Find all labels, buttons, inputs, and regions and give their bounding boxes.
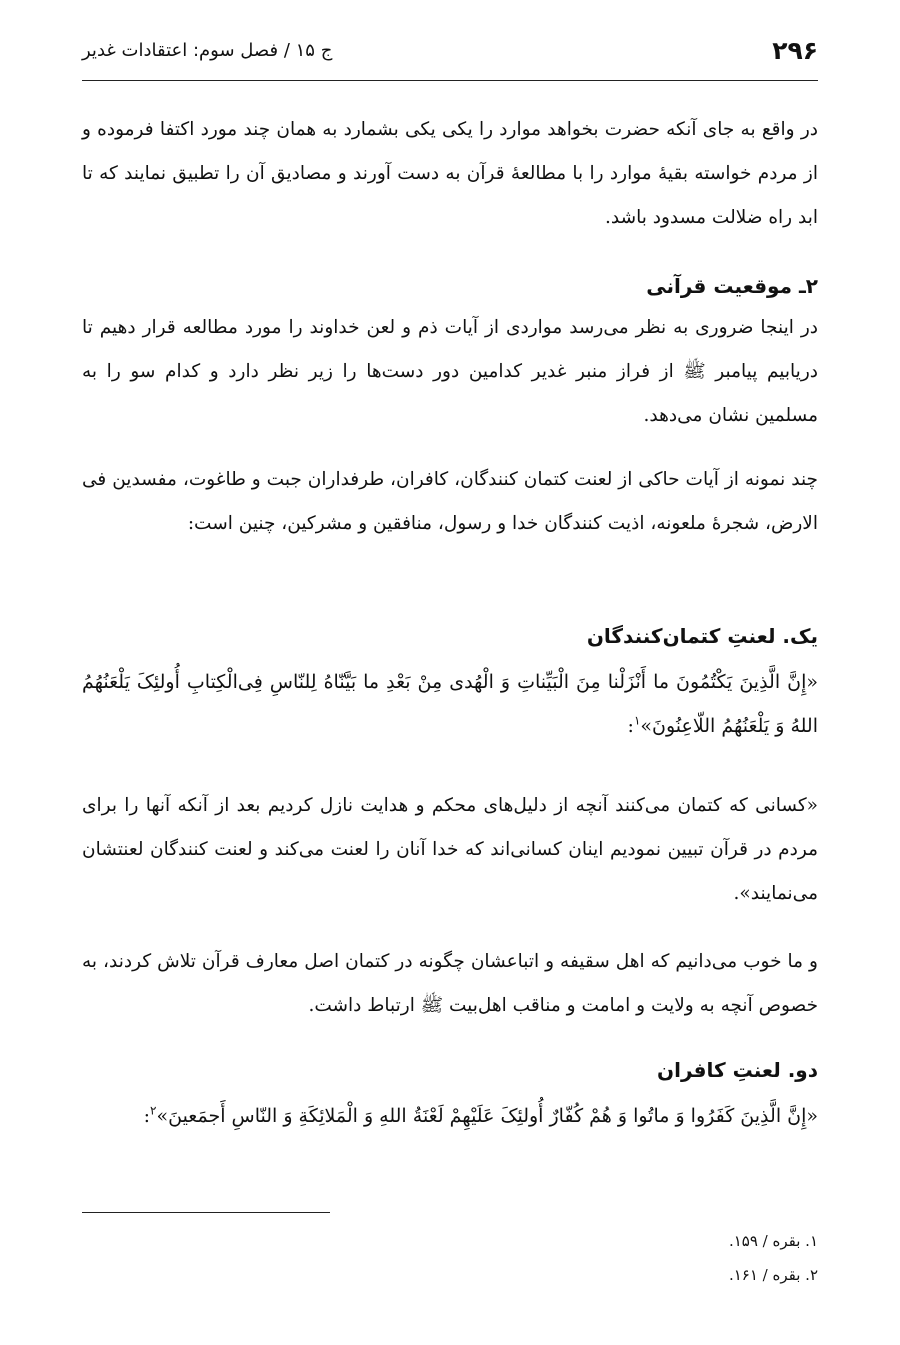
- page-header: [82, 36, 818, 81]
- heading-text: ۲ـ موقعیت قرآنی: [646, 274, 818, 298]
- quran-verse-1: [82, 660, 818, 748]
- page-number: ۲۹۶: [772, 36, 818, 65]
- footnote-ref-2: ۲: [150, 1103, 157, 1118]
- subheading-concealers: [82, 616, 818, 656]
- verse-end-colon: :: [627, 715, 634, 737]
- verse-text: «إِنَّ الَّذِینَ کَفَرُوا وَ ماتُوا وَ هُمْ کُفّارٌ أُولئِکَ عَلَیْهِمْ لَعْنَةُ اللهِ وَ الْمَلائِکَةِ وَ النّاسِ أَجمَعینَ»: [156, 1105, 818, 1127]
- paragraph-2: [82, 306, 818, 438]
- verse-text: «إِنَّ الَّذِینَ یَکْتُمُونَ ما أَنْزَلْنا مِنَ الْبَیِّناتِ وَ الْهُدی مِنْ بَعْدِ ما بَیَّنّاهُ لِلنّاسِ فِی‌الْکِتابِ أُولئِکَ یَلْعَنُهُمُ اللهُ وَ یَلْعَنُهُمُ اللّاعِنُونَ»: [82, 671, 818, 737]
- paragraph-4-translation: [82, 784, 818, 916]
- section-heading-quranic-position: [82, 266, 818, 306]
- paragraph-text: و ما خوب می‌دانیم که اهل سقیفه و اتباعشان چگونه در کتمان اصل معارف قرآن تلاش کردند، به خصوص آنچه به ولایت و امامت و مناقب اهل‌بیت ﷺ ارتباط داشت.: [82, 951, 818, 1016]
- running-head: ج ۱۵ / فصل سوم: اعتقادات غدیر: [82, 40, 333, 61]
- footnote-1: ۱. بقره / ۱۵۹.: [728, 1232, 818, 1250]
- paragraph-text: در اینجا ضروری به نظر می‌رسد مواردی از آیات ذم و لعن خداوند را مورد مطالعه قرار دهیم تا دریابیم پیامبر ﷺ از فراز منبر غدیر کدامین دور دست‌ها را زیر نظر دارد و کدام سو را به مسلمین نشان می‌دهد.: [82, 317, 818, 426]
- paragraph-3: [82, 458, 818, 546]
- subheading-disbelievers: [82, 1050, 818, 1090]
- heading-text: یک. لعنتِ کتمان‌کنندگان: [586, 624, 818, 648]
- quran-verse-text: [82, 660, 818, 748]
- paragraph-text: «کسانی که کتمان می‌کنند آنچه از دلیل‌های محکم و هدایت نازل کردیم بعد از آنکه آنها را برای مردم در قرآن تبیین نمودیم اینان کسانی‌اند که خدا آنان را لعنت می‌کند و لعنت کنندگان لعنتشان می‌نمایند».: [82, 795, 818, 904]
- paragraph-1: [82, 108, 818, 240]
- paragraph-5: [82, 940, 818, 1028]
- paragraph-text: چند نمونه از آیات حاکی از لعنت کتمان کنندگان، کافران، طرفداران جبت و طاغوت، مفسدین فی الارض، شجرهٔ ملعونه، اذیت کنندگان خدا و رسول، منافقین و مشرکین، چنین است:: [82, 469, 818, 534]
- verse-end-colon: :: [143, 1105, 151, 1127]
- footnote-2: ۲. بقره / ۱۶۱.: [728, 1266, 818, 1284]
- footnote-divider: [82, 1212, 330, 1213]
- footnote-ref-1: ۱: [633, 713, 641, 728]
- quran-verse-text: [82, 1094, 818, 1138]
- heading-text: دو. لعنتِ کافران: [657, 1058, 818, 1082]
- quran-verse-2: [82, 1094, 818, 1138]
- paragraph-text: در واقع به جای آنکه حضرت بخواهد موارد را یکی یکی بشمارد به همان چند مورد اکتفا فرموده و از مردم خواسته بقیهٔ موارد را با مطالعهٔ قرآن به دست آورند و مصادیق آن را تطبیق نمایند که تا ابد راه ضلالت مسدود باشد.: [82, 119, 818, 228]
